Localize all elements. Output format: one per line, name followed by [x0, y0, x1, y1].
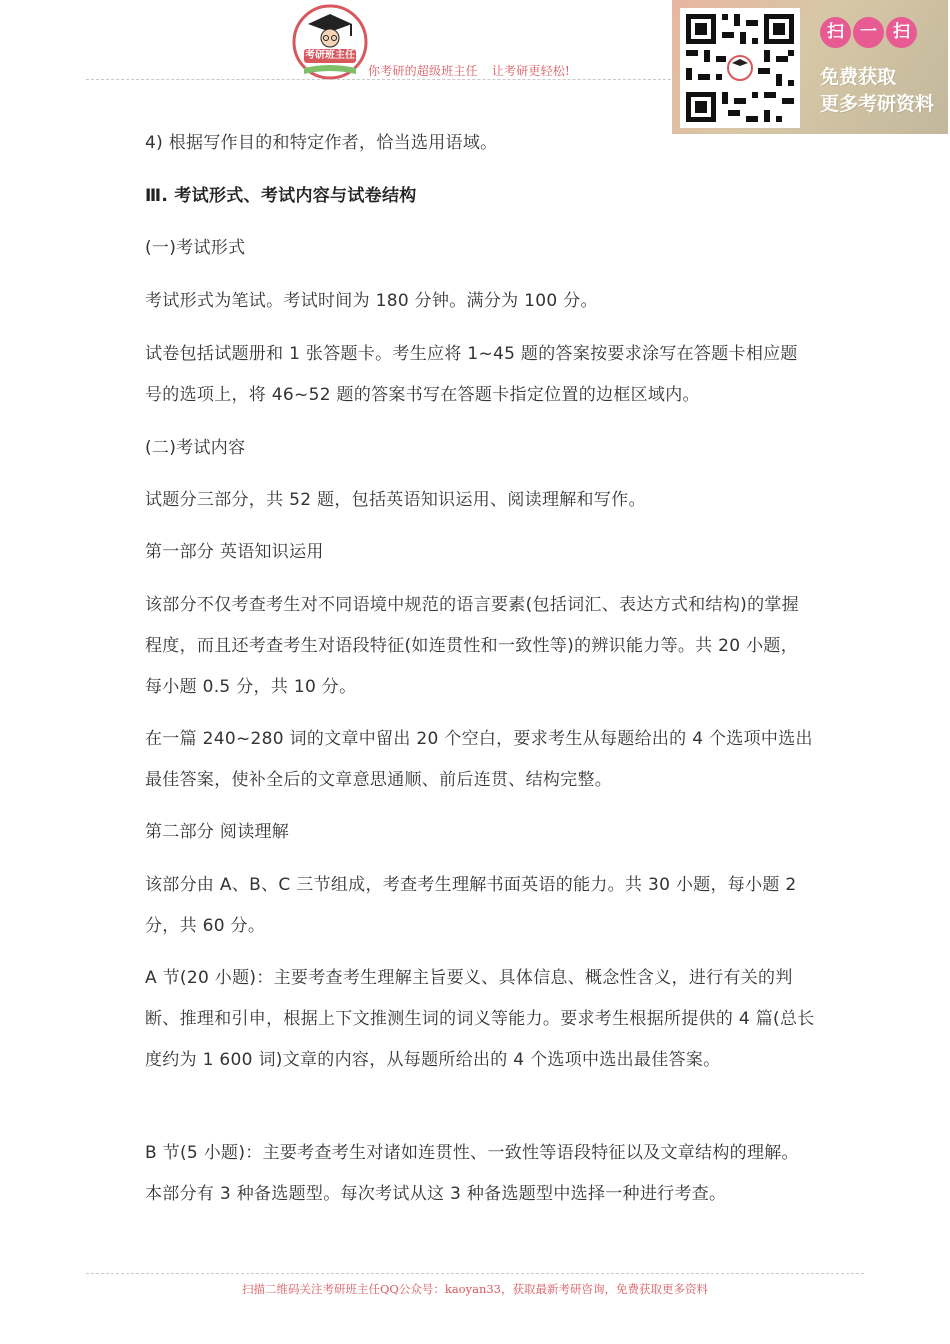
paragraph: 该部分由 A、B、C 三节组成，考查考生理解书面英语的能力。共 30 小题，每小题 2 分，共 60 分。: [145, 875, 797, 936]
subsection-heading: (一)考试形式: [145, 238, 246, 258]
subsection-heading: (二)考试内容: [145, 438, 246, 458]
paragraph: A 节(20 小题)：主要考查考生理解主旨要义、具体信息、概念性含义，进行有关的判断、推理和引申，根据上下文推测生词的词义等能力。要求考生根据所提供的 4 篇(总长度约为 1 600 词)文章的内容，从每题所给出的 4 个选项中选出最佳答案。: [145, 968, 815, 1070]
footer-note: 扫描二维码关注考研班主任QQ公众号：kaoyan33，获取最新考研咨询，免费获取更多资料: [242, 1282, 708, 1296]
slogan-part-b: 让考研更轻松!: [491, 64, 571, 78]
promo-line-1: 免费获取: [820, 66, 897, 88]
part-heading: 第一部分 英语知识运用: [145, 542, 324, 562]
logo-graphic: [290, 4, 370, 84]
paragraph: 在一篇 240~280 词的文章中留出 20 个空白，要求考生从每题给出的 4 个选项中选出最佳答案，使补全后的文章意思通顺、前后连贯、结构完整。: [145, 729, 813, 790]
scan-char-3: 扫: [886, 17, 917, 48]
qr-promo-banner[interactable]: [672, 0, 948, 134]
scan-char-1: 扫: [820, 17, 851, 48]
paragraph: 考试形式为笔试。考试时间为 180 分钟。满分为 100 分。: [145, 291, 598, 311]
part-heading: 第二部分 阅读理解: [145, 822, 290, 842]
scan-char-2: 一: [853, 17, 884, 48]
qr-code-icon[interactable]: [680, 8, 800, 128]
paragraph: 试卷包括试题册和 1 张答题卡。考生应将 1~45 题的答案按要求涂写在答题卡相应题号的选项上，将 46~52 题的答案书写在答题卡指定位置的边框区域内。: [145, 344, 798, 405]
page-header: [0, 0, 950, 135]
paragraph: 该部分不仅考查考生对不同语境中规范的语言要素(包括词汇、表达方式和结构)的掌握程度，而且还考查考生对语段特征(如连贯性和一致性等)的辨识能力等。共 20 小题，每小题 0.5 分，共 10 分。: [145, 595, 799, 697]
scan-title: [820, 17, 919, 48]
slogan-part-a: 你考研的超级班主任: [368, 64, 478, 78]
header-slogan: [368, 62, 570, 79]
section-heading: Ⅲ. 考试形式、考试内容与试卷结构: [145, 186, 417, 206]
footer-divider: [86, 1273, 864, 1274]
paragraph: B 节(5 小题)：主要考查考生对诸如连贯性、一致性等语段特征以及文章结构的理解。本部分有 3 种备选题型。每次考试从这 3 种备选题型中选择一种进行考查。: [145, 1143, 799, 1204]
logo-text: 考研班主任: [305, 50, 355, 61]
paragraph: 试题分三部分，共 52 题，包括英语知识运用、阅读理解和写作。: [145, 490, 646, 510]
header-divider: [86, 79, 676, 80]
kaoyan-logo: [290, 4, 370, 84]
promo-line-2: 更多考研资料: [820, 93, 935, 115]
paragraph: 4) 根据写作目的和特定作者，恰当选用语域。: [145, 133, 498, 153]
